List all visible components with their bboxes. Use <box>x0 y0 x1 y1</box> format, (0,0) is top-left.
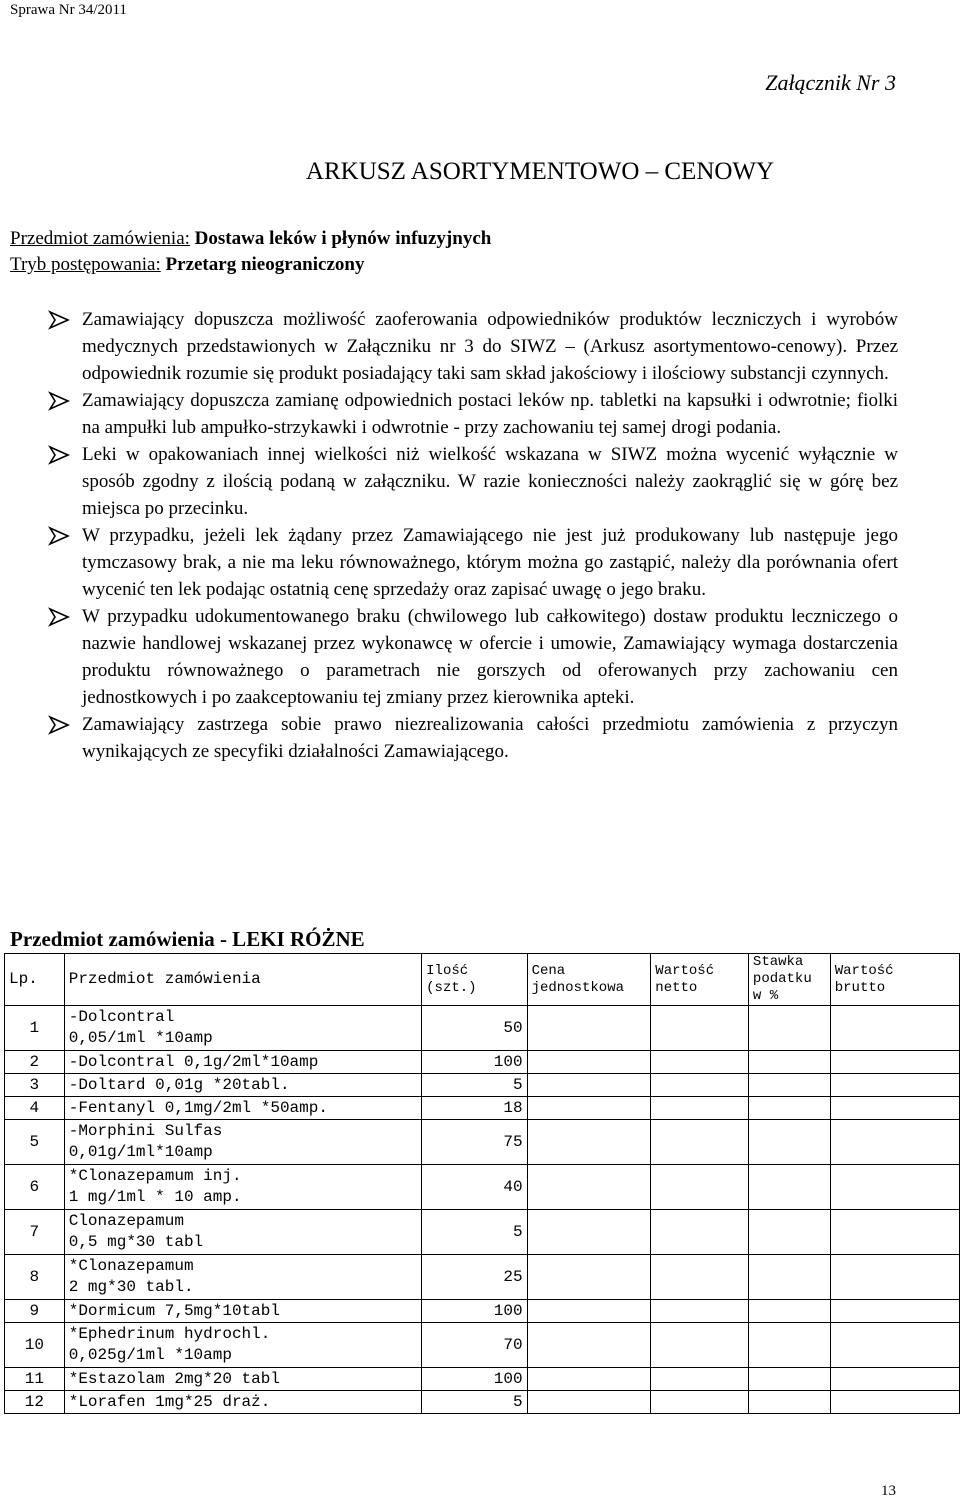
subject-value: Dostawa leków i płynów infuzyjnych <box>194 228 492 249</box>
table-row <box>5 1006 960 1051</box>
row-net-value[interactable] <box>651 1006 749 1051</box>
row-lp: 4 <box>5 1097 65 1120</box>
table-row <box>5 1120 960 1165</box>
table-row <box>5 1255 960 1300</box>
header-name: Przedmiot zamówienia <box>64 954 421 1006</box>
row-quantity: 75 <box>422 1120 527 1165</box>
row-vat-rate[interactable] <box>748 1097 830 1120</box>
table-row <box>5 1210 960 1255</box>
condition-item: Zamawiający zastrzega sobie prawo niezrealizowania całości przedmiotu zamówienia z przyczyn wynikających ze specyfiki działalności Zamawiającego. <box>48 711 898 765</box>
row-unit-price[interactable] <box>527 1255 651 1300</box>
row-gross-value[interactable] <box>830 1391 959 1414</box>
page-number: 13 <box>881 1483 896 1499</box>
row-net-value[interactable] <box>651 1165 749 1210</box>
condition-item: Zamawiający dopuszcza zamianę odpowiednich postaci leków np. tabletki na kapsułki i odwrotnie; fiolki na ampułki lub ampułko-strzykawki i odwrotnie - przy zachowaniu tej samej drogi podania. <box>48 387 898 441</box>
row-lp: 3 <box>5 1074 65 1097</box>
row-lp: 6 <box>5 1165 65 1210</box>
row-gross-value[interactable] <box>830 1006 959 1051</box>
table-row <box>5 1165 960 1210</box>
mode-value: Przetarg nieograniczony <box>165 254 365 275</box>
row-quantity: 25 <box>422 1255 527 1300</box>
row-product-name: *Estazolam 2mg*20 tabl <box>64 1368 421 1391</box>
condition-item: W przypadku, jeżeli lek żądany przez Zamawiającego nie jest już produkowany lub następuje jego tymczasowy brak, a nie ma leku równoważnego, którym można go zastąpić, należy dla porównania ofert wycenić ten lek podając ostatnią cenę sprzedaży oraz zapisać uwagę o jego braku. <box>48 522 898 603</box>
header-gross-value: Wartość brutto <box>830 954 959 1006</box>
row-vat-rate[interactable] <box>748 1391 830 1414</box>
arrow-bullet-icon <box>48 715 70 735</box>
row-vat-rate[interactable] <box>748 1120 830 1165</box>
arrow-bullet-icon <box>48 310 70 330</box>
row-net-value[interactable] <box>651 1074 749 1097</box>
row-net-value[interactable] <box>651 1051 749 1074</box>
table-row <box>5 1097 960 1120</box>
row-gross-value[interactable] <box>830 1074 959 1097</box>
row-vat-rate[interactable] <box>748 1300 830 1323</box>
row-unit-price[interactable] <box>527 1051 651 1074</box>
row-net-value[interactable] <box>651 1120 749 1165</box>
arrow-bullet-icon <box>48 607 70 627</box>
table-row <box>5 1323 960 1368</box>
row-net-value[interactable] <box>651 1210 749 1255</box>
row-unit-price[interactable] <box>527 1006 651 1051</box>
header-vat-rate: Stawka podatku w % <box>748 954 830 1006</box>
row-gross-value[interactable] <box>830 1368 959 1391</box>
row-gross-value[interactable] <box>830 1210 959 1255</box>
row-quantity: 5 <box>422 1210 527 1255</box>
arrow-bullet-icon <box>48 391 70 411</box>
row-lp: 5 <box>5 1120 65 1165</box>
row-unit-price[interactable] <box>527 1210 651 1255</box>
row-product-name: *Lorafen 1mg*25 draż. <box>64 1391 421 1414</box>
row-vat-rate[interactable] <box>748 1074 830 1097</box>
row-lp: 9 <box>5 1300 65 1323</box>
row-product-name: *Ephedrinum hydrochl. 0,025g/1ml *10amp <box>64 1323 421 1368</box>
row-unit-price[interactable] <box>527 1391 651 1414</box>
row-lp: 8 <box>5 1255 65 1300</box>
section-title: Przedmiot zamówienia - LEKI RÓŻNE <box>10 927 365 951</box>
row-lp: 11 <box>5 1368 65 1391</box>
row-product-name: *Dormicum 7,5mg*10tabl <box>64 1300 421 1323</box>
row-quantity: 100 <box>422 1051 527 1074</box>
row-vat-rate[interactable] <box>748 1255 830 1300</box>
row-gross-value[interactable] <box>830 1120 959 1165</box>
row-net-value[interactable] <box>651 1255 749 1300</box>
row-product-name: -Dolcontral 0,1g/2ml*10amp <box>64 1051 421 1074</box>
row-product-name: *Clonazepamum inj. 1 mg/1ml * 10 amp. <box>64 1165 421 1210</box>
annex-label: Załącznik Nr 3 <box>765 70 896 95</box>
row-gross-value[interactable] <box>830 1300 959 1323</box>
row-net-value[interactable] <box>651 1391 749 1414</box>
row-net-value[interactable] <box>651 1097 749 1120</box>
row-product-name: *Clonazepamum 2 mg*30 tabl. <box>64 1255 421 1300</box>
row-quantity: 50 <box>422 1006 527 1051</box>
table-row <box>5 1051 960 1074</box>
row-vat-rate[interactable] <box>748 1006 830 1051</box>
row-vat-rate[interactable] <box>748 1210 830 1255</box>
row-unit-price[interactable] <box>527 1097 651 1120</box>
row-lp: 7 <box>5 1210 65 1255</box>
row-gross-value[interactable] <box>830 1051 959 1074</box>
row-quantity: 100 <box>422 1368 527 1391</box>
arrow-bullet-icon <box>48 526 70 546</box>
arrow-bullet-icon <box>48 445 70 465</box>
row-quantity: 5 <box>422 1074 527 1097</box>
row-gross-value[interactable] <box>830 1255 959 1300</box>
row-product-name: -Morphini Sulfas 0,01g/1ml*10amp <box>64 1120 421 1165</box>
row-quantity: 40 <box>422 1165 527 1210</box>
table-row <box>5 1368 960 1391</box>
header-qty: Ilość (szt.) <box>422 954 527 1006</box>
row-vat-rate[interactable] <box>748 1165 830 1210</box>
row-lp: 12 <box>5 1391 65 1414</box>
row-vat-rate[interactable] <box>748 1051 830 1074</box>
row-net-value[interactable] <box>651 1323 749 1368</box>
row-unit-price[interactable] <box>527 1074 651 1097</box>
subject-line <box>10 226 491 252</box>
document-title: ARKUSZ ASORTYMENTOWO – CENOWY <box>305 158 775 185</box>
conditions-list <box>48 306 898 765</box>
row-product-name: -Doltard 0,01g *20tabl. <box>64 1074 421 1097</box>
items-table <box>4 953 960 1414</box>
row-lp: 10 <box>5 1323 65 1368</box>
row-quantity: 100 <box>422 1300 527 1323</box>
header-unit-price: Cena jednostkowa <box>527 954 651 1006</box>
row-unit-price[interactable] <box>527 1368 651 1391</box>
header-net-value: Wartość netto <box>651 954 749 1006</box>
row-unit-price[interactable] <box>527 1323 651 1368</box>
row-quantity: 70 <box>422 1323 527 1368</box>
condition-item: W przypadku udokumentowanego braku (chwilowego lub całkowitego) dostaw produktu leczniczego o nazwie handlowej wskazanej przez wykonawcę w ofercie i umowie, Zamawiający wymaga dostarczenia produktu równoważnego o parametrach nie gorszych od oferowanych przy zachowaniu cen jednostkowych i po zaakceptowaniu tej zmiany przez kierownika apteki. <box>48 603 898 711</box>
row-lp: 1 <box>5 1006 65 1051</box>
row-vat-rate[interactable] <box>748 1323 830 1368</box>
row-unit-price[interactable] <box>527 1165 651 1210</box>
subject-label: Przedmiot zamówienia: <box>10 228 190 249</box>
procurement-meta <box>10 226 491 278</box>
table-row <box>5 1391 960 1414</box>
condition-item: Zamawiający dopuszcza możliwość zaoferowania odpowiedników produktów leczniczych i wyrobów medycznych przedstawionych w Załączniku nr 3 do SIWZ – (Arkusz asortymentowo-cenowy). Przez odpowiednik rozumie się produkt posiadający taki sam skład jakościowy i ilościowy substancji czynnych. <box>48 306 898 387</box>
row-product-name: Clonazepamum 0,5 mg*30 tabl <box>64 1210 421 1255</box>
row-gross-value[interactable] <box>830 1097 959 1120</box>
row-gross-value[interactable] <box>830 1165 959 1210</box>
table-row <box>5 1074 960 1097</box>
row-lp: 2 <box>5 1051 65 1074</box>
row-net-value[interactable] <box>651 1368 749 1391</box>
header-lp: Lp. <box>5 954 65 1006</box>
row-gross-value[interactable] <box>830 1323 959 1368</box>
table-header-row <box>5 954 960 1006</box>
row-quantity: 18 <box>422 1097 527 1120</box>
row-product-name: -Dolcontral 0,05/1ml *10amp <box>64 1006 421 1051</box>
row-unit-price[interactable] <box>527 1300 651 1323</box>
mode-label: Tryb postępowania: <box>10 254 161 275</box>
table-row <box>5 1300 960 1323</box>
row-quantity: 5 <box>422 1391 527 1414</box>
row-unit-price[interactable] <box>527 1120 651 1165</box>
issue-number: Sprawa Nr 34/2011 <box>10 2 127 18</box>
row-net-value[interactable] <box>651 1300 749 1323</box>
mode-line <box>10 252 491 278</box>
condition-item: Leki w opakowaniach innej wielkości niż wielkość wskazana w SIWZ można wycenić wyłącznie w sposób zgodny z ilością podaną w załączniku. W razie konieczności należy zaokrąglić się w górę bez miejsca po przecinku. <box>48 441 898 522</box>
row-product-name: -Fentanyl 0,1mg/2ml *50amp. <box>64 1097 421 1120</box>
row-vat-rate[interactable] <box>748 1368 830 1391</box>
